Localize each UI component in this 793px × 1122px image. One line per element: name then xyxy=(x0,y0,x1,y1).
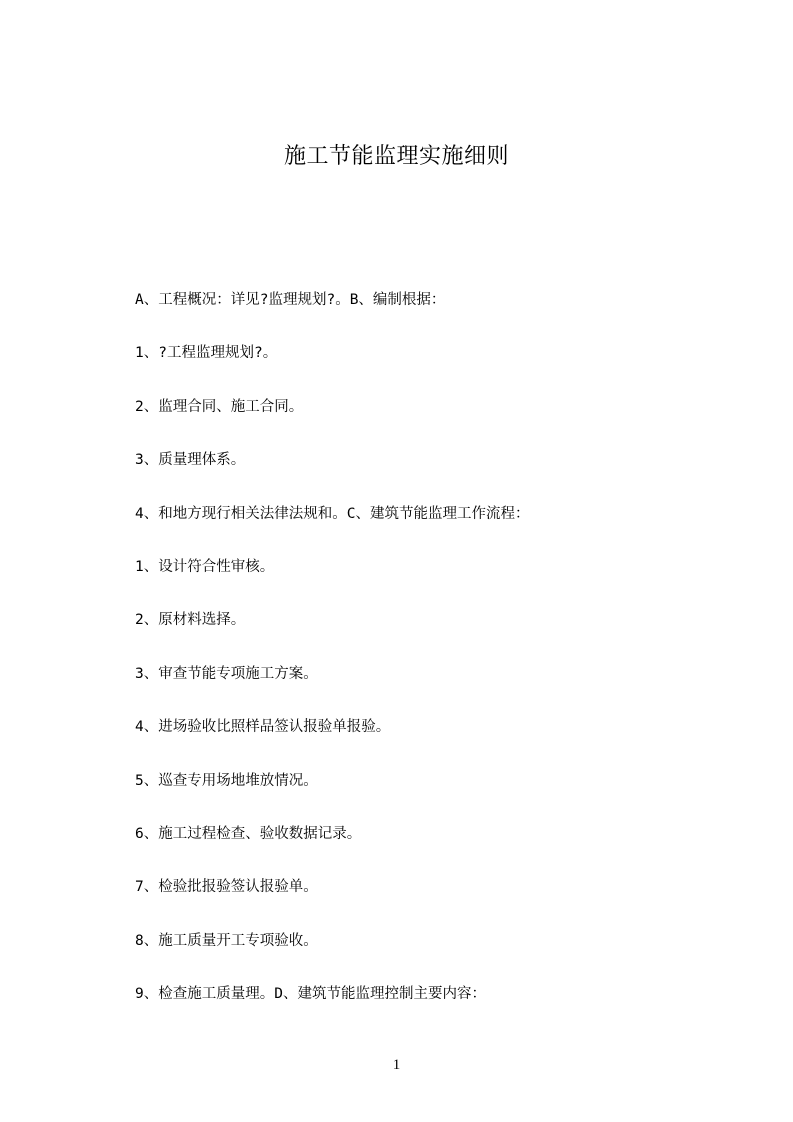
paragraph-line: 2、监理合同、施工合同。 xyxy=(135,398,304,415)
paragraph-line: 1、?工程监理规划?。 xyxy=(135,345,278,362)
paragraph-line: 6、施工过程检查、验收数据记录。 xyxy=(135,825,362,842)
paragraph-line: 4、进场验收比照样品签认报验单报验。 xyxy=(135,719,391,736)
paragraph-line: 4、和地方现行相关法律法规和。C、建筑节能监理工作流程： xyxy=(135,505,530,522)
document-body xyxy=(135,290,735,1037)
paragraph-line: 3、质量理体系。 xyxy=(135,452,246,469)
paragraph-line: 1、设计符合性审核。 xyxy=(135,558,275,575)
paragraph-line: 8、施工质量开工专项验收。 xyxy=(135,932,318,949)
page-number: 1 xyxy=(392,1057,401,1073)
paragraph-line: 9、检查施工质量理。D、建筑节能监理控制主要内容： xyxy=(135,986,486,1003)
paragraph-line: 2、原材料选择。 xyxy=(135,612,246,629)
paragraph-line: 3、审查节能专项施工方案。 xyxy=(135,665,318,682)
paragraph-line: A、工程概况：详见?监理规划?。B、编制根据： xyxy=(135,292,446,308)
paragraph-line: 5、巡查专用场地堆放情况。 xyxy=(135,772,318,789)
paragraph-line: 7、检验批报验签认报验单。 xyxy=(135,879,318,896)
document-title: 施工节能监理实施细则 xyxy=(283,144,509,169)
